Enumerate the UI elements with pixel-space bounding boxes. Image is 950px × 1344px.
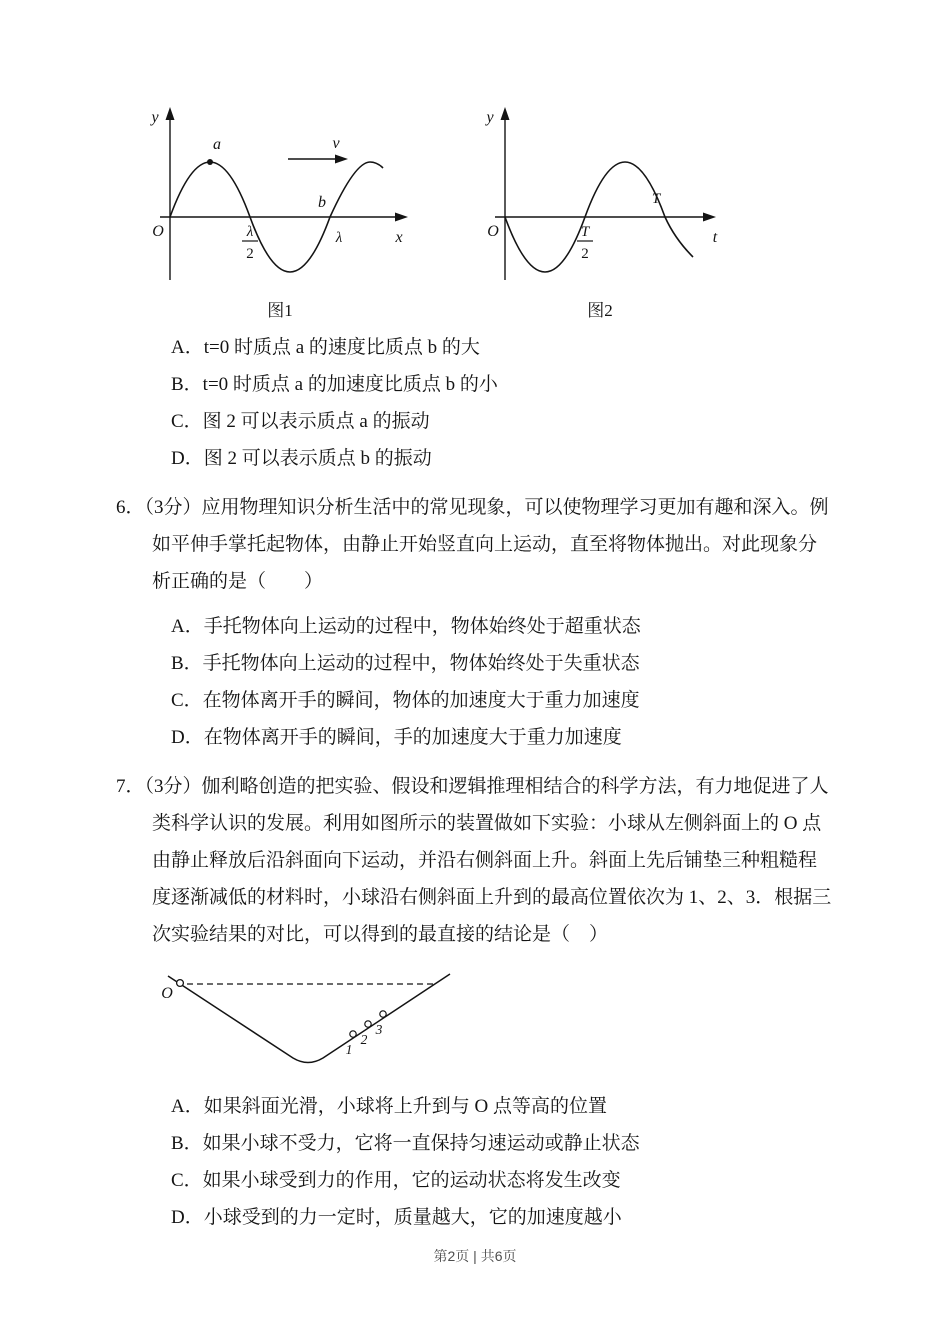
q7-option-d: D．小球受到的力一定时，质量越大，它的加速度越小 (171, 1207, 622, 1228)
wave-vs-time-diagram (470, 102, 730, 294)
half-wavelength-denominator: 2 (246, 246, 254, 262)
question6-options (171, 608, 832, 756)
figure-2-caption: 图2 (587, 301, 613, 320)
ball-at-o (177, 980, 184, 987)
q6-option-c: C．在物体离开手的瞬间，物体的加速度大于重力加速度 (171, 690, 640, 711)
figures-row (140, 102, 832, 321)
q5-option-a: A．t=0 时质点 a 的速度比质点 b 的大 (171, 337, 480, 358)
origin-label: O (487, 223, 499, 240)
question-7 (116, 768, 832, 1236)
position-1-label: 1 (345, 1042, 353, 1057)
figure-1 (140, 102, 420, 321)
figure-2 (470, 102, 730, 321)
x-axis-arrowhead (395, 213, 408, 222)
q7-option-b: B．如果小球不受力，它将一直保持匀速运动或静止状态 (171, 1133, 640, 1154)
position-3-label: 3 (375, 1022, 383, 1037)
velocity-arrowhead (335, 155, 348, 164)
figure-1-caption: 图1 (267, 301, 293, 320)
y-axis-arrowhead (166, 107, 175, 120)
wavelength-label: λ (335, 230, 343, 246)
half-period-numerator: T (580, 224, 590, 240)
ball-position-3 (380, 1011, 386, 1017)
q5-option-d: D．图 2 可以表示质点 b 的振动 (171, 448, 432, 469)
y-axis-label: y (151, 109, 159, 126)
q5-option-c: C．图 2 可以表示质点 a 的振动 (171, 411, 430, 432)
q7-option-a: A．如果斜面光滑，小球将上升到与 O 点等高的位置 (171, 1096, 607, 1117)
q5-option-b: B．t=0 时质点 a 的加速度比质点 b 的小 (171, 374, 498, 395)
origin-label: O (152, 223, 164, 240)
origin-label: O (161, 985, 173, 1002)
x-axis-label: x (395, 229, 403, 246)
q6-option-d: D．在物体离开手的瞬间，手的加速度大于重力加速度 (171, 727, 622, 748)
y-axis-label: y (486, 109, 494, 126)
q7-option-c: C．如果小球受到力的作用，它的运动状态将发生改变 (171, 1170, 621, 1191)
point-a-dot (207, 159, 213, 165)
point-a-label: a (213, 136, 221, 153)
q7-stem: 7．（3分）伽利略创造的把实验、假设和逻辑推理相结合的科学方法，有力地促进了人类科学认识的发展。利用如图所示的装置做如下实验：小球从左侧斜面上的 O 点由静止释放后沿斜面向下运动，并沿右侧斜面上升。斜面上先后铺垫三种粗糙程度逐渐减低的材料时，小球沿右侧斜面上升到的最高位置依次为 1、2、3．根据三次实验结果的对比，可以得到的最直接的结论是（ ） (116, 776, 832, 945)
question5-options (171, 329, 832, 477)
ball-position-2 (365, 1021, 371, 1027)
q6-option-a: A．手托物体向上运动的过程中，物体始终处于超重状态 (171, 616, 641, 637)
q6-stem: 6．（3分）应用物理知识分析生活中的常见现象，可以使物理学习更加有趣和深入。例如平伸手掌托起物体，由静止开始竖直向上运动，直至将物体抛出。对此现象分析正确的是（ ） (116, 497, 829, 592)
period-label: T (651, 191, 661, 207)
t-axis-label: t (712, 229, 718, 246)
page-footer: 第2页 | 共6页 (433, 1248, 517, 1264)
question7-options (171, 1088, 832, 1236)
wave-vs-position-diagram (140, 102, 420, 294)
incline-figure-wrap (158, 967, 832, 1080)
incline-experiment-diagram (158, 967, 458, 1075)
half-wavelength-numerator: λ (246, 224, 254, 240)
half-period-denominator: 2 (581, 246, 589, 262)
incline-track-path (168, 974, 450, 1063)
point-b-label: b (318, 194, 326, 211)
y-axis-arrowhead (501, 107, 510, 120)
ball-position-1 (350, 1031, 356, 1037)
t-axis-arrowhead (703, 213, 716, 222)
position-2-label: 2 (360, 1032, 368, 1047)
velocity-label: v (332, 135, 340, 152)
question-6 (116, 489, 832, 756)
q6-option-b: B．手托物体向上运动的过程中，物体始终处于失重状态 (171, 653, 640, 674)
